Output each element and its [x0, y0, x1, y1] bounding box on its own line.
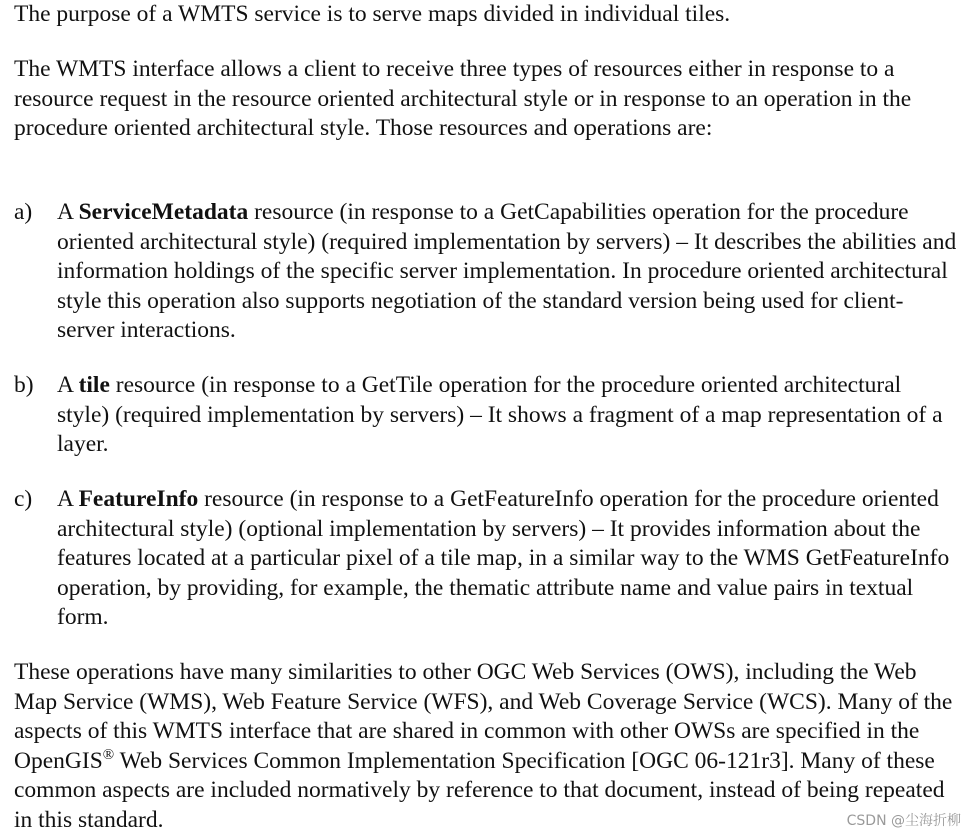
list-item-text: resource (in response to a GetFeatureInfo operation for the procedure oriented architectural style) (optional implementation by servers) – It provides information about the features located at a particular pixel of a tile map, in a similar way to the WMS GetFeatureInfo operation, by providing, for example, the thematic attribute name and value pairs in textual form.	[57, 486, 950, 631]
list-item	[14, 198, 959, 346]
list-item-article: A	[57, 199, 79, 225]
list-item	[14, 371, 959, 460]
intro-paragraph: The purpose of a WMTS service is to serve maps divided in individual tiles.	[14, 1, 731, 27]
resources-paragraph: The WMTS interface allows a client to receive three types of resources either in response to a resource request in the resource oriented architectural style or in response to an operation in the procedure oriented architectural style. Those resources and operations are:	[14, 56, 912, 142]
list-item	[14, 485, 959, 633]
list-item-body	[57, 198, 959, 346]
list-item-term: tile	[78, 372, 110, 398]
closing-paragraph	[14, 658, 959, 836]
list-item-text: resource (in response to a GetCapabilities operation for the procedure oriented architectural style) (required implementation by servers) – It describes the abilities and information holdings of the specific server implementation. In procedure oriented architectural style this operation also supports negotiation of the standard version being used for client-server interactions.	[57, 199, 957, 344]
closing-text-after: Web Services Common Implementation Specification [OGC 06-121r3]. Many of these common aspects are included normatively by reference to that document, instead of being repeated in this standard.	[14, 747, 945, 833]
list-item-body	[57, 371, 959, 460]
list-item-article: A	[57, 372, 79, 398]
watermark: CSDN @尘海折柳	[846, 813, 961, 829]
list-item-term: FeatureInfo	[78, 486, 199, 512]
list-item-text: resource (in response to a GetTile operation for the procedure oriented architectural style) (required implementation by servers) – It shows a fragment of a map representation of a layer.	[57, 372, 943, 458]
list-marker: b)	[14, 372, 34, 398]
list-marker: c)	[14, 486, 33, 512]
registered-mark: ®	[102, 746, 115, 763]
list-item-term: ServiceMetadata	[78, 199, 249, 225]
list-item-body	[57, 485, 959, 633]
list-item-article: A	[57, 486, 79, 512]
list-marker: a)	[14, 199, 33, 225]
closing-text-before: These operations have many similarities to other OGC Web Services (OWS), including the Web Map Service (WMS), Web Feature Service (WFS), and Web Coverage Service (WCS). Many of the aspects of this WMTS interface that are shared in common with other OWSs are specified in the OpenGIS	[14, 659, 953, 774]
